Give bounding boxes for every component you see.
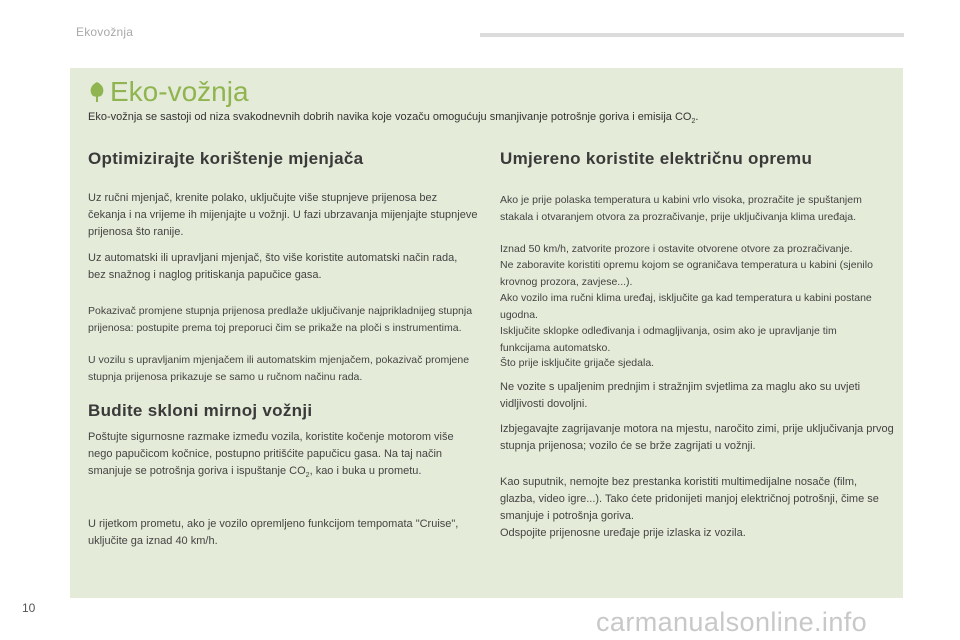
paragraph: U vozilu s upravljanim mjenjačem ili automatskim mjenjačem, pokazivač promjene stupnja prijenosa prikazuje se samo u ručnom načinu rada. xyxy=(88,354,470,383)
paragraph: U rijetkom prometu, ako je vozilo opremljeno funkcijom tempomata "Cruise", uključite ga iznad 40 km/h. xyxy=(88,518,459,547)
heading-gearbox: Optimizirajte korištenje mjenjača xyxy=(88,149,364,168)
paragraph: Uz automatski ili upravljani mjenjač, što više koristite automatski način rada, bez snažnog i naglog pritiskanja papučice gasa. xyxy=(88,252,458,281)
header-rule xyxy=(480,33,904,37)
paragraph: Pokazivač promjene stupnja prijenosa predlaže uključivanje najprikladnijeg stupnja prijenosa: postupite prema toj preporuci čim se prikaže na ploči s instrumentima. xyxy=(88,305,473,334)
paragraph: Iznad 50 km/h, zatvorite prozore i ostavite otvorene otvore za prozračivanje. xyxy=(500,243,853,255)
watermark: carmanualsonline.info xyxy=(596,607,868,637)
paragraph: Ako je prije polaska temperatura u kabini vrlo visoka, prozračite je spuštanjem stakala i otvaranjem otvora za prozračivanje, prije uključivanja klima uređaja. xyxy=(500,194,862,223)
paragraph: Izbjegavajte zagrijavanje motora na mjestu, naročito zimi, prije uključivanja prvog stupnja prijenosa; vozilo će se brže zagrijati u vožnji. xyxy=(500,423,894,452)
paragraph: Odspojite prijenosne uređaje prije izlaska iz vozila. xyxy=(500,527,746,539)
heading-calm-driving: Budite skloni mirnoj vožnji xyxy=(88,401,313,420)
page-title xyxy=(88,76,249,108)
intro-text: Eko-vožnja se sastoji od niza svakodnevnih dobrih navika koje vozaču omogućuju smanjivanje potrošnje goriva i emisija $CO_2$. xyxy=(88,111,699,126)
heading-electrical: Umjereno koristite električnu opremu xyxy=(500,149,813,168)
paragraph: Što prije isključite grijače sjedala. xyxy=(500,357,655,369)
page-number: 10 xyxy=(22,601,36,615)
paragraph: Poštujte sigurnosne razmake između vozila, koristite kočenje motorom više nego papučicom kočnice, postupno pritišćite papučicu gasa. Na taj način smanjuje se potrošnja goriva i ispuštanje $CO_2$, kao i buka u prometu. xyxy=(88,431,454,480)
page-title-text: Eko-vožnja xyxy=(110,76,249,107)
paragraph: Kao suputnik, nemojte bez prestanka koristiti multimedijalne nosače (film, glazba, video igre...). Tako ćete pridonijeti manjoj električnoj potrošnji, čime se smanjuje i potrošnja goriva. xyxy=(500,476,879,522)
section-header: Ekovožnja xyxy=(76,25,134,39)
leaf-icon xyxy=(88,81,106,103)
paragraph: Isključite sklopke odleđivanja i odmagljivanja, osim ako je upravljanje tim funkcijama automatsko. xyxy=(500,325,837,354)
paragraph: Uz ručni mjenjač, krenite polako, uključujte više stupnjeve prijenosa bez čekanja i na vrijeme ih mijenjajte u vožnji. U fazi ubrzavanja mijenjajte stupnjeve prijenosa što ranije. xyxy=(88,192,478,238)
paragraph: Ako vozilo ima ručni klima uređaj, isključite ga kad temperatura u kabini postane ugodna. xyxy=(500,292,872,321)
paragraph: Ne vozite s upaljenim prednjim i stražnjim svjetlima za maglu ako su uvjeti vidljivosti dovoljni. xyxy=(500,381,861,410)
paragraph: Ne zaboravite koristiti opremu kojom se ograničava temperatura u kabini (sjenilo krovnog prozora, zavjese...). xyxy=(500,259,873,288)
